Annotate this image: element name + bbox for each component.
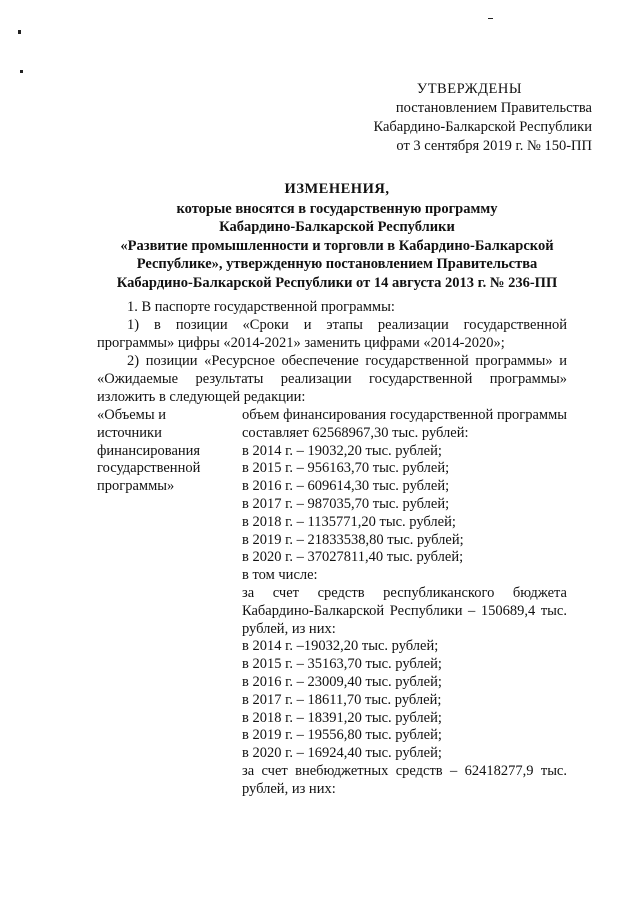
scan-speck — [18, 30, 21, 34]
year-row: в 2017 г. – 987035,70 тыс. рублей; — [242, 495, 450, 512]
year-row: в 2015 г. – 35163,70 тыс. рублей; — [242, 656, 442, 673]
scan-speck — [488, 18, 493, 19]
left-label-line: «Объемы и — [97, 407, 166, 423]
left-label-line: источники — [97, 424, 162, 441]
including-label: в том числе: — [242, 567, 318, 584]
document-title — [92, 180, 582, 292]
approval-line: Кабардино-Балкарской Республики — [373, 119, 592, 135]
table-left-column — [97, 407, 227, 496]
year-row: в 2019 г. – 21833538,80 тыс. рублей; — [242, 531, 464, 548]
title-line: ИЗМЕНЕНИЯ, — [284, 181, 390, 197]
year-row: в 2018 г. – 1135771,20 тыс. рублей; — [242, 513, 456, 530]
scan-speck — [20, 70, 23, 73]
title-line: которые вносятся в государственную программу — [176, 200, 498, 217]
left-label-line: финансирования — [97, 442, 201, 459]
year-row: в 2020 г. – 16924,40 тыс. рублей; — [242, 745, 442, 762]
title-line: Кабардино-Балкарской Республики — [219, 219, 455, 235]
left-label-line: программы» — [97, 478, 175, 495]
title-line: Республике», утвержденную постановлением Правительства — [136, 256, 538, 272]
year-row: в 2015 г. – 956163,70 тыс. рублей; — [242, 460, 450, 477]
year-row: в 2016 г. – 609614,30 тыс. рублей; — [242, 478, 450, 495]
year-row: в 2014 г. –19032,20 тыс. рублей; — [242, 638, 439, 655]
approval-line: постановлением Правительства — [395, 100, 592, 116]
year-row: в 2014 г. – 19032,20 тыс. рублей; — [242, 442, 442, 459]
title-line: «Развитие промышленности и торговли в Кабардино-Балкарской — [120, 237, 554, 254]
republic-budget: за счет средств республиканского бюджета Кабардино-Балкарской Республики – 150689,4 тыс. рублей, из них: — [242, 584, 567, 637]
year-row: в 2018 г. – 18391,20 тыс. рублей; — [242, 709, 442, 726]
approval-stamp — [272, 80, 592, 156]
approval-line: от 3 сентября 2019 г. № 150-ПП — [396, 138, 592, 154]
extra-budget: за счет внебюджетных средств – 62418277,9 тыс. рублей, из них: — [242, 762, 567, 797]
title-line: Кабардино-Балкарской Республики от 14 августа 2013 г. № 236-ПП — [116, 274, 558, 291]
paragraph: 2) позиции «Ресурсное обеспечение государственной программы» и «Ожидаемые результаты реализации государственной программы» изложить в следующей редакции: — [97, 353, 567, 405]
document-body — [97, 298, 567, 406]
left-label-line: государственной — [97, 460, 201, 477]
year-row: в 2019 г. – 19556,80 тыс. рублей; — [242, 727, 442, 744]
year-row: в 2020 г. – 37027811,40 тыс. рублей; — [242, 549, 464, 566]
total-funding: объем финансирования государственной программы составляет 62568967,30 тыс. рублей: — [242, 407, 567, 441]
year-row: в 2017 г. – 18611,70 тыс. рублей; — [242, 691, 442, 708]
approval-heading: УТВЕРЖДЕНЫ — [416, 81, 522, 97]
paragraph: 1. В паспорте государственной программы: — [127, 299, 395, 315]
table-right-column — [242, 407, 567, 799]
year-row: в 2016 г. – 23009,40 тыс. рублей; — [242, 673, 442, 690]
paragraph: 1) в позиции «Сроки и этапы реализации государственной программы» цифры «2014-2021» заменить цифрами «2014-2020»; — [97, 317, 567, 351]
